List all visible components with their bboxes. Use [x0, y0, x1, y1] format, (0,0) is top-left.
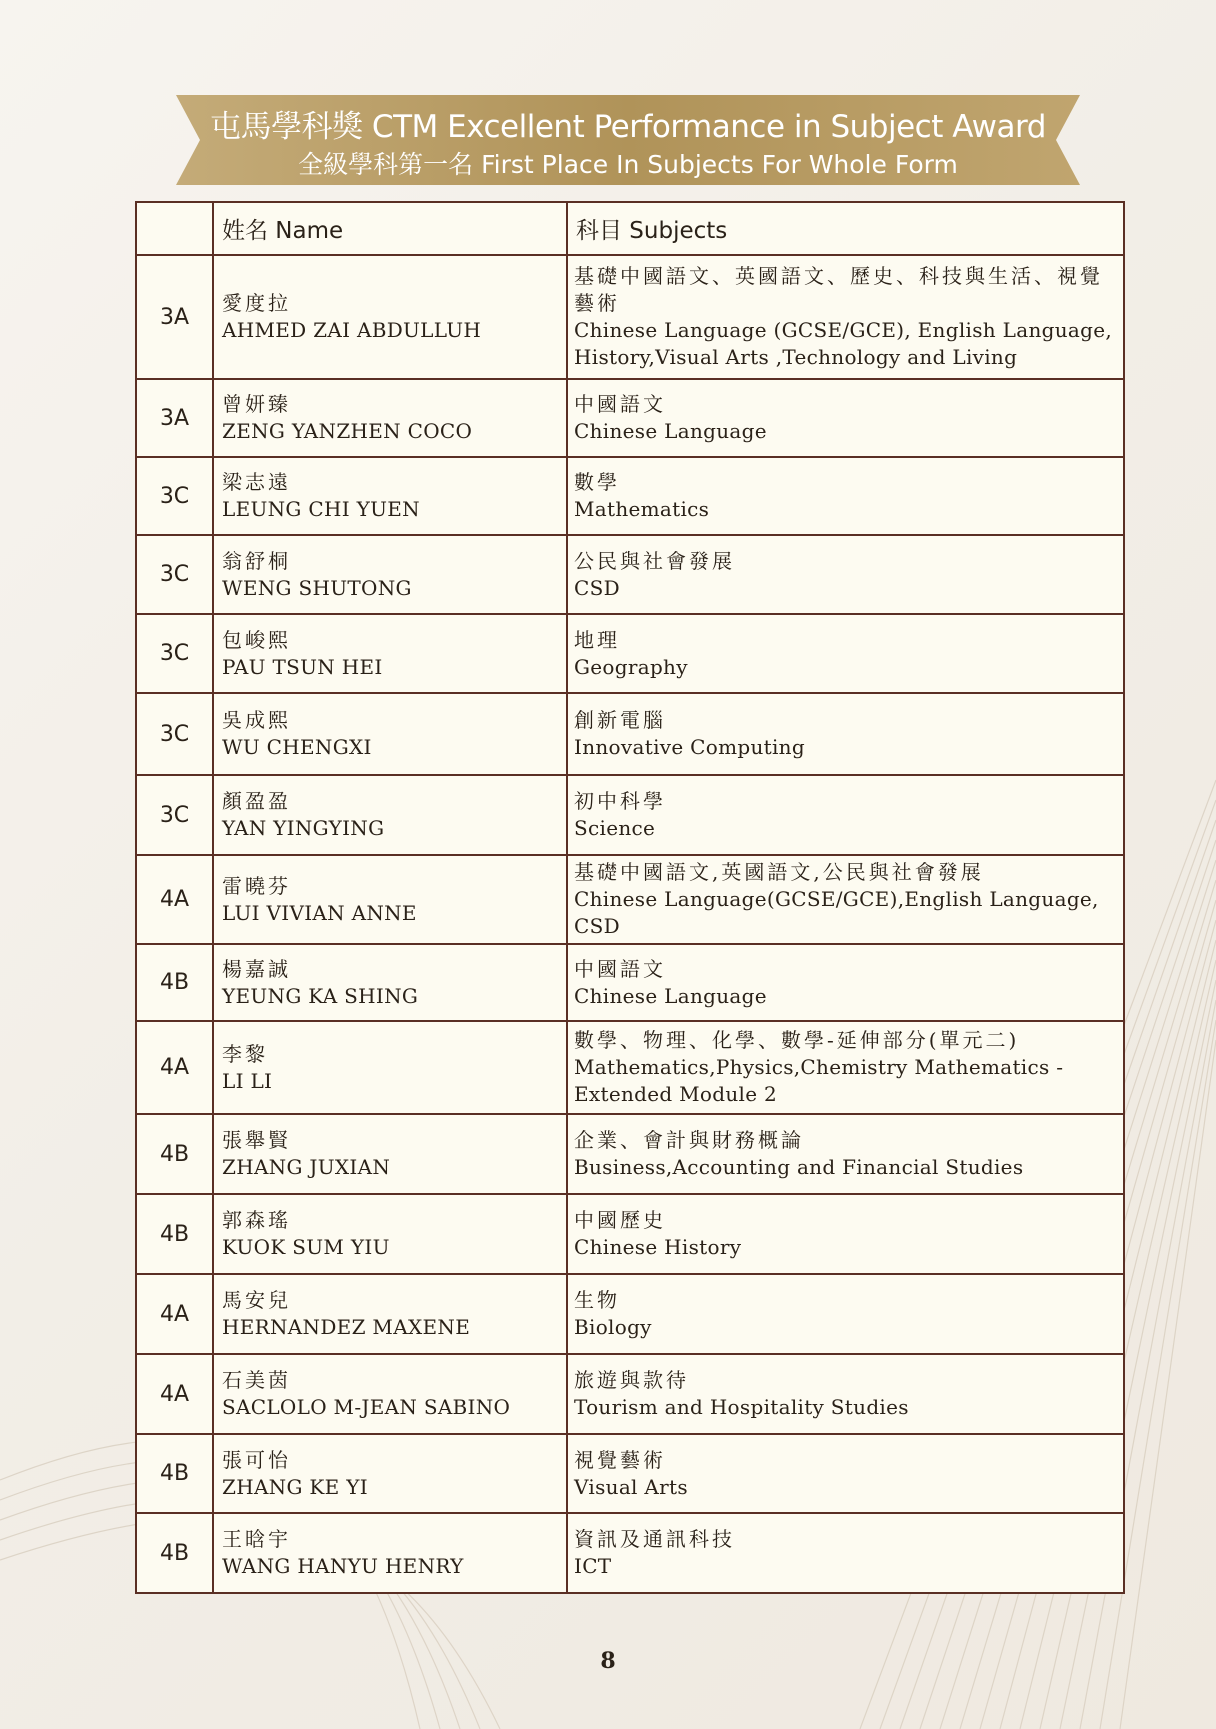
table-row: [136, 1513, 1124, 1593]
subject-en: Geography: [574, 654, 688, 679]
name-zh: 張可怡: [222, 1447, 291, 1472]
name-en: ZENG YANZHEN COCO: [222, 419, 473, 443]
subject-zh: 旅遊與款待: [574, 1368, 689, 1392]
name-en: WENG SHUTONG: [222, 575, 412, 600]
name-cell: [213, 1021, 567, 1114]
name-cell: [213, 457, 567, 535]
subject-zh: 中國歷史: [574, 1208, 666, 1232]
subject-en: Chinese Language: [574, 983, 767, 1008]
name-cell: [213, 535, 567, 614]
subject-en: Visual Arts: [574, 1474, 688, 1499]
name-cell: [213, 1274, 567, 1354]
table-row: [136, 379, 1124, 457]
name-en: LUI VIVIAN ANNE: [222, 900, 417, 925]
table-row: [136, 457, 1124, 535]
subject-cell: [567, 775, 1124, 855]
subject-en: Chinese History: [574, 1235, 742, 1259]
page-number: 8: [600, 1648, 616, 1674]
table-row: [136, 1354, 1124, 1434]
subject-zh: 初中科學: [574, 789, 666, 813]
subject-en: Innovative Computing: [574, 735, 805, 759]
name-cell: [213, 1114, 567, 1194]
subject-en: Tourism and Hospitality Studies: [574, 1395, 909, 1419]
table-row: [136, 855, 1124, 944]
class-cell: 3C: [136, 535, 213, 614]
name-en: WU CHENGXI: [222, 735, 372, 759]
name-cell: [213, 1513, 567, 1593]
table-row: [136, 1114, 1124, 1194]
name-cell: [213, 693, 567, 775]
class-cell: 3C: [136, 614, 213, 693]
table-row: [136, 255, 1124, 379]
subject-zh: 資訊及通訊科技: [574, 1527, 735, 1551]
name-zh: 愛度拉: [222, 291, 291, 315]
class-cell: 4B: [136, 1114, 213, 1194]
subject-en: Mathematics,Physics,Chemistry Mathematics - Extended Module 2: [574, 1055, 1064, 1106]
subject-zh: 中國語文: [574, 956, 666, 981]
subject-en: Science: [574, 816, 656, 840]
subject-en: Chinese Language(GCSE/GCE),English Language, CSD: [574, 887, 1099, 938]
subject-zh: 創新電腦: [574, 708, 666, 732]
name-cell: [213, 775, 567, 855]
subject-cell: [567, 614, 1124, 693]
subject-cell: [567, 1513, 1124, 1593]
name-zh: 雷曉芬: [222, 873, 291, 898]
name-en: SACLOLO M-JEAN SABINO: [222, 1395, 511, 1419]
name-en: YAN YINGYING: [222, 816, 385, 840]
name-cell: [213, 614, 567, 693]
name-zh: 李黎: [222, 1041, 268, 1066]
subject-zh: 基礎中國語文,英國語文,公民與社會發展: [574, 860, 984, 884]
table-row: [136, 1021, 1124, 1114]
subject-cell: [567, 1021, 1124, 1114]
name-zh: 石美茵: [222, 1368, 291, 1392]
name-cell: [213, 379, 567, 457]
subject-en: Business,Accounting and Financial Studies: [574, 1155, 1024, 1179]
class-cell: 4A: [136, 1021, 213, 1114]
subject-cell: [567, 693, 1124, 775]
table-row: [136, 1274, 1124, 1354]
table-row: [136, 693, 1124, 775]
subject-zh: 數學: [574, 470, 620, 494]
table-row: [136, 944, 1124, 1021]
name-zh: 張舉賢: [222, 1128, 291, 1152]
table-row: [136, 775, 1124, 855]
subject-cell: [567, 1354, 1124, 1434]
table-row: [136, 614, 1124, 693]
table-row: [136, 1434, 1124, 1513]
class-cell: 3A: [136, 255, 213, 379]
name-zh: 包峻熙: [222, 627, 291, 652]
class-cell: 4B: [136, 1194, 213, 1274]
subject-zh: 中國語文: [574, 392, 666, 416]
banner-title: 屯馬學科獎 CTM Excellent Performance in Subject Award: [210, 109, 1046, 145]
class-cell: 3C: [136, 693, 213, 775]
subject-cell: [567, 535, 1124, 614]
subject-cell: [567, 1114, 1124, 1194]
name-en: WANG HANYU HENRY: [222, 1554, 464, 1578]
table-header-row: [136, 202, 1124, 255]
subject-cell: [567, 379, 1124, 457]
subject-zh: 視覺藝術: [574, 1447, 666, 1472]
subject-cell: [567, 855, 1124, 944]
name-cell: [213, 1194, 567, 1274]
name-zh: 王晗宇: [222, 1527, 291, 1551]
subject-cell: [567, 1434, 1124, 1513]
name-zh: 郭森瑤: [222, 1208, 291, 1232]
award-table: [135, 201, 1125, 1594]
name-cell: [213, 944, 567, 1021]
table-row: [136, 1194, 1124, 1274]
name-en: LEUNG CHI YUEN: [222, 497, 420, 521]
class-cell: 4A: [136, 1354, 213, 1434]
banner-subtitle: 全級學科第一名 First Place In Subjects For Whole Form: [298, 150, 958, 179]
name-en: AHMED ZAI ABDULLUH: [222, 318, 482, 342]
name-zh: 曾妍臻: [222, 392, 291, 416]
name-cell: [213, 1434, 567, 1513]
header-class: [136, 202, 213, 255]
class-cell: 3C: [136, 457, 213, 535]
name-en: YEUNG KA SHING: [222, 983, 419, 1008]
class-cell: 3C: [136, 775, 213, 855]
name-zh: 顏盈盈: [222, 789, 291, 813]
class-cell: 4A: [136, 1274, 213, 1354]
subject-en: Chinese Language: [574, 419, 767, 443]
name-en: KUOK SUM YIU: [222, 1235, 390, 1259]
class-cell: 4B: [136, 1434, 213, 1513]
name-cell: [213, 855, 567, 944]
subject-cell: [567, 255, 1124, 379]
name-en: ZHANG KE YI: [222, 1474, 368, 1499]
subject-zh: 企業、會計與財務概論: [574, 1128, 804, 1152]
name-cell: [213, 1354, 567, 1434]
subject-en: Biology: [574, 1315, 652, 1339]
class-cell: 4B: [136, 1513, 213, 1593]
name-zh: 吳成熙: [222, 708, 291, 732]
subject-zh: 數學、物理、化學、數學-延伸部分(單元二): [574, 1028, 1020, 1052]
name-en: PAU TSUN HEI: [222, 654, 383, 679]
subject-zh: 公民與社會發展: [574, 548, 735, 573]
subject-en: ICT: [574, 1554, 612, 1578]
subject-en: CSD: [574, 575, 620, 600]
header-subjects: 科目 Subjects: [567, 202, 1124, 255]
name-cell: [213, 255, 567, 379]
subject-zh: 生物: [574, 1288, 620, 1312]
subject-cell: [567, 1194, 1124, 1274]
subject-en: Chinese Language (GCSE/GCE), English Language, History,Visual Arts ,Technology and Living: [574, 318, 1113, 369]
name-zh: 馬安兒: [222, 1288, 291, 1312]
subject-zh: 基礎中國語文、英國語文、歷史、科技與生活、視覺藝術: [574, 264, 1103, 315]
name-zh: 梁志遠: [222, 470, 291, 494]
name-zh: 翁舒桐: [222, 548, 291, 573]
class-cell: 4B: [136, 944, 213, 1021]
name-zh: 楊嘉誠: [222, 956, 291, 981]
subject-cell: [567, 944, 1124, 1021]
subject-en: Mathematics: [574, 497, 710, 521]
header-name: 姓名 Name: [213, 202, 567, 255]
name-en: ZHANG JUXIAN: [222, 1155, 391, 1179]
subject-zh: 地理: [574, 627, 620, 652]
class-cell: 3A: [136, 379, 213, 457]
name-en: LI LI: [222, 1068, 273, 1093]
title-banner: [176, 95, 1080, 185]
name-en: HERNANDEZ MAXENE: [222, 1315, 471, 1339]
table-row: [136, 535, 1124, 614]
subject-cell: [567, 457, 1124, 535]
class-cell: 4A: [136, 855, 213, 944]
subject-cell: [567, 1274, 1124, 1354]
